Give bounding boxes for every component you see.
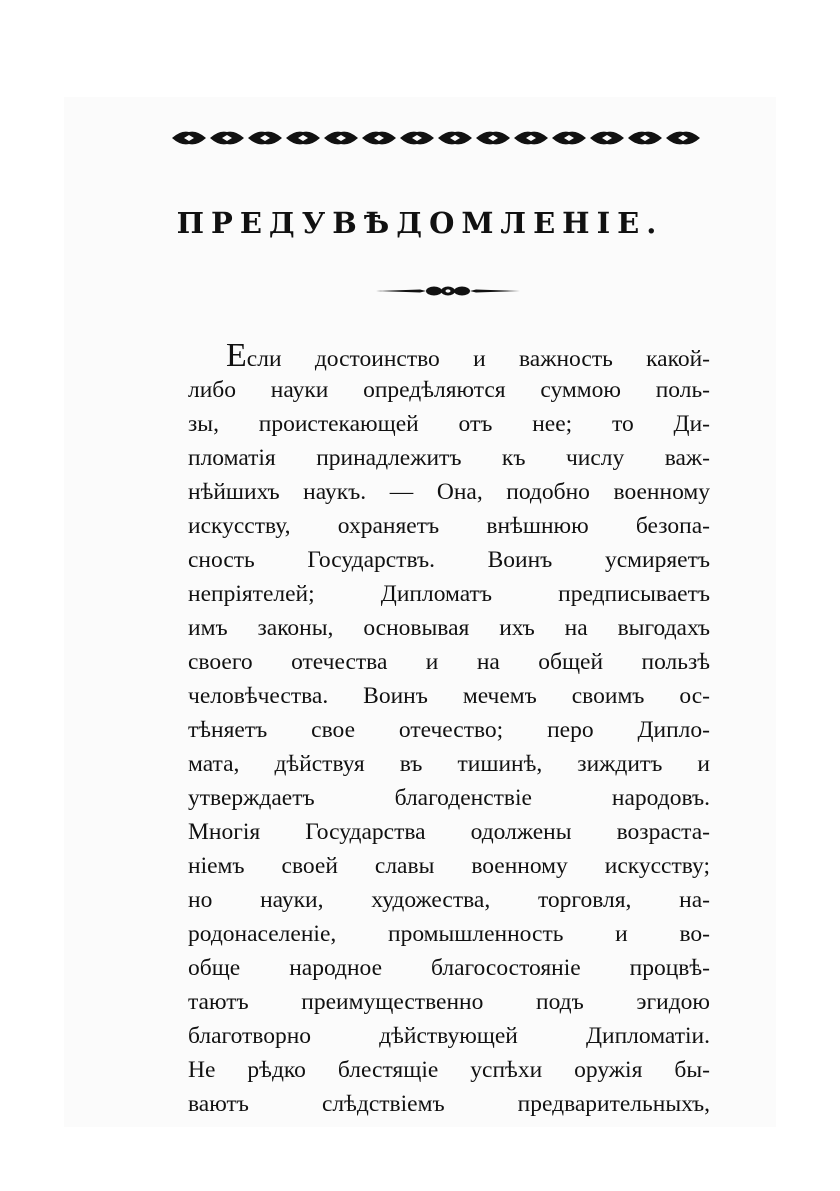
text-line: человѣчества. Воинъ мечемъ своимъ ос-: [188, 683, 710, 709]
text-line: пломатія принадлежитъ къ числу важ-: [188, 445, 710, 471]
text-line: имъ законы, основывая ихъ на выгодахъ: [188, 615, 710, 641]
text-line: нѣйшихъ наукъ. — Она, подобно военному: [188, 479, 710, 505]
text-line: мата, дѣйствуя въ тишинѣ, зиждитъ и: [188, 751, 710, 777]
text-line: утверждаетъ благоденствіе народовъ.: [188, 785, 710, 811]
text-line: непріятелей; Дипломатъ предписываетъ: [188, 581, 710, 607]
text-line: искусству, охраняетъ внѣшнюю безопа-: [188, 513, 710, 539]
text-line: Если достоинство и важность какой-: [226, 339, 710, 373]
text-line: Многія Государства одолжены возраста-: [188, 819, 710, 845]
text-line: таютъ преимущественно подъ эгидою: [188, 989, 710, 1015]
ornament-rule-icon: [376, 282, 520, 300]
text-line: родонаселеніе, промышленность и во-: [188, 921, 710, 947]
page-title: ПРЕДУВѢДОМЛЕНІЕ.: [176, 206, 664, 240]
text-line: Не рѣдко блестящіе успѣхи оружія бы-: [188, 1057, 710, 1083]
text-line: ніемъ своей славы военному искусству;: [188, 853, 710, 879]
body-paragraph: [188, 339, 710, 1121]
text-line: благотворно дѣйствующей Дипломатіи.: [188, 1023, 710, 1049]
text-line: сность Государствъ. Воинъ усмиряетъ: [188, 547, 710, 573]
text-line: своего отечества и на общей пользѣ: [188, 649, 710, 675]
text-line: тѣняетъ свое отечество; перо Дипло-: [188, 717, 710, 743]
ornament-band-icon: [170, 124, 702, 152]
text-line: ваютъ слѣдствіемъ предварительныхъ,: [188, 1091, 710, 1117]
text-line: обще народное благосостояніе процвѣ-: [188, 955, 710, 981]
text-line: зы, проистекающей отъ нее; то Ди-: [188, 411, 710, 437]
text-line: но науки, художества, торговля, на-: [188, 887, 710, 913]
text-line: либо науки опредѣляются суммою поль-: [188, 377, 710, 403]
